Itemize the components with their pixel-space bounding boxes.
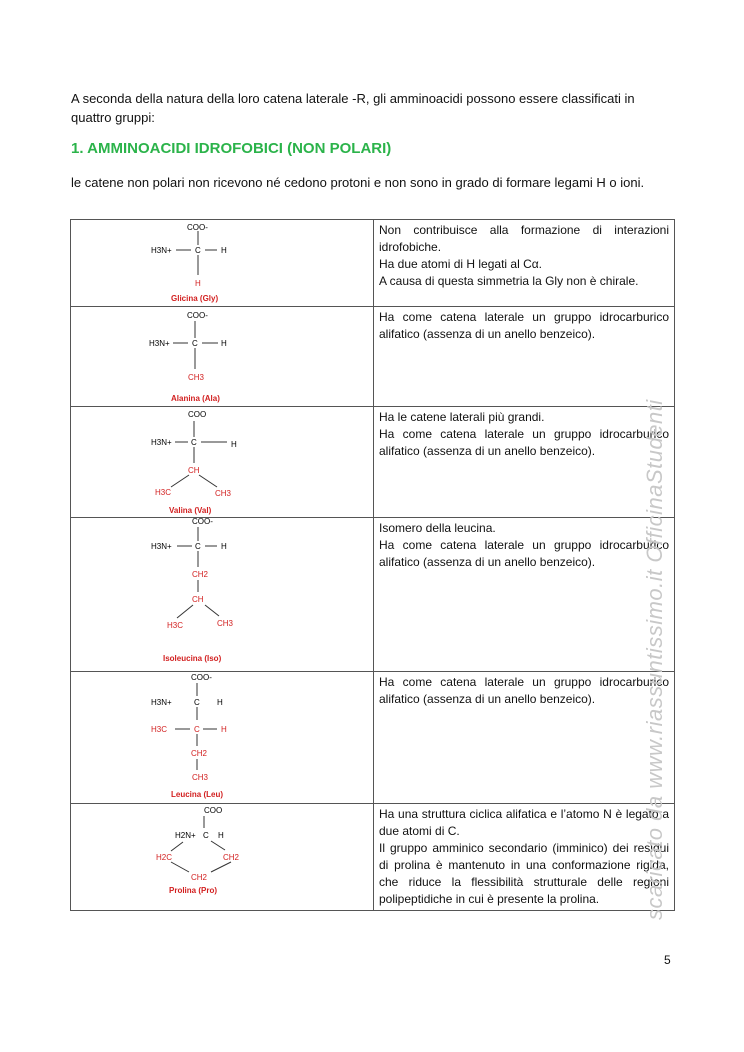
amino-acid-name: Leucina (Leu) [171, 790, 224, 799]
leucine-structure [71, 672, 373, 803]
intro-paragraph: A seconda della natura della loro catena laterale -R, gli amminoacidi possono essere classificati in quattro gruppi: [71, 91, 635, 125]
group-right: H [221, 542, 227, 551]
structure-cell [71, 518, 374, 672]
description-line: Non contribuisce alla formazione di interazioni idrofobiche. [379, 223, 669, 254]
side-chain: CH3 [192, 773, 209, 782]
side-chain: H3C [167, 621, 184, 630]
group-top: COO- [191, 673, 212, 682]
structure-cell [71, 307, 374, 407]
description-line: Il gruppo amminico secondario (imminico) dei residui di prolina è mantenuto in una conformazione rigida, che riduce la flessibilità strutturale delle regioni polipeptidiche in cui è presente la prolina. [379, 841, 669, 906]
side-chain: CH3 [188, 373, 205, 382]
group-left: H2N+ [175, 831, 196, 840]
description-cell [374, 518, 675, 672]
group-right: H [218, 831, 224, 840]
side-chain: H [221, 725, 227, 734]
side-chain: H [195, 279, 201, 288]
group-left: H3N+ [151, 698, 172, 707]
amino-acid-table [70, 219, 675, 911]
table-row [71, 220, 675, 307]
section-description: le catene non polari non ricevono né cedono protoni e non sono in grado di formare legami H o ioni. [71, 175, 645, 190]
description-line: Ha come catena laterale un gruppo idrocarburico alifatico (assenza di un anello benzeico). [379, 427, 669, 458]
description-line: Ha una struttura ciclica alifatica e l’atomo N è legato a due atomi di C. [379, 807, 669, 838]
side-chain: CH2 [191, 873, 208, 882]
structure-cell [71, 220, 374, 307]
side-chain: H2C [156, 853, 173, 862]
glycine-structure [71, 220, 373, 306]
group-left: H3N+ [151, 438, 172, 447]
side-chain: CH2 [191, 749, 208, 758]
alpha-carbon: C [203, 831, 209, 840]
alpha-carbon: C [195, 542, 201, 551]
description-line: A causa di questa simmetria la Gly non è chirale. [379, 274, 639, 288]
amino-acid-name: Isoleucina (Iso) [163, 654, 222, 663]
alpha-carbon: C [195, 246, 201, 255]
valine-structure [71, 407, 373, 517]
group-left: H3N+ [149, 339, 170, 348]
side-chain: H3C [151, 725, 168, 734]
group-right: H [221, 246, 227, 255]
table-row [71, 407, 675, 518]
side-chain: CH2 [192, 570, 209, 579]
group-top: COO- [187, 223, 208, 232]
description-cell [374, 407, 675, 518]
group-right: H [221, 339, 227, 348]
description-line: Isomero della leucina. [379, 521, 496, 535]
description-line: Ha come catena laterale un gruppo idrocarburico alifatico (assenza di un anello benzeico). [379, 538, 669, 569]
description-line: Ha le catene laterali più grandi. [379, 410, 545, 424]
alpha-carbon: C [192, 339, 198, 348]
group-left: H3N+ [151, 542, 172, 551]
description-line: Ha come catena laterale un gruppo idrocarburico alifatico (assenza di un anello benzeico). [379, 310, 669, 341]
amino-acid-name: Prolina (Pro) [169, 886, 218, 895]
alanine-structure [71, 307, 373, 406]
side-chain: H3C [155, 488, 172, 497]
proline-structure [71, 804, 373, 904]
description-cell [374, 307, 675, 407]
description-line: Ha come catena laterale un gruppo idrocarburico alifatico (assenza di un anello benzeico). [379, 675, 669, 706]
group-top: COO [188, 410, 207, 419]
group-right: H [217, 698, 223, 707]
group-top: COO- [192, 518, 213, 526]
amino-acid-name: Valina (Val) [169, 506, 212, 515]
table-row [71, 804, 675, 911]
structure-cell [71, 804, 374, 911]
structure-cell [71, 407, 374, 518]
side-chain: CH3 [217, 619, 234, 628]
group-right: H [231, 440, 237, 449]
description-cell [374, 672, 675, 804]
side-chain: CH [188, 466, 200, 475]
page-number: 5 [664, 953, 671, 967]
group-top: COO- [187, 311, 208, 320]
side-chain: CH2 [223, 853, 240, 862]
isoleucine-structure [71, 518, 373, 671]
amino-acid-name: Alanina (Ala) [171, 394, 220, 403]
alpha-carbon: C [191, 438, 197, 447]
side-chain: C [194, 725, 200, 734]
alpha-carbon: C [194, 698, 200, 707]
section-heading: 1. AMMINOACIDI IDROFOBICI (NON POLARI) [71, 140, 392, 157]
table-row [71, 518, 675, 672]
side-chain: CH3 [215, 489, 232, 498]
description-line: Ha due atomi di H legati al Cα. [379, 257, 543, 271]
structure-cell [71, 672, 374, 804]
group-top: COO [204, 806, 223, 815]
amino-acid-name: Glicina (Gly) [171, 294, 219, 303]
group-left: H3N+ [151, 246, 172, 255]
side-chain: CH [192, 595, 204, 604]
description-cell [374, 804, 675, 911]
table-row [71, 307, 675, 407]
watermark: scaricato da www.riassuntissimo.it OfficinaStudenti [642, 399, 667, 920]
table-row [71, 672, 675, 804]
description-cell [374, 220, 675, 307]
